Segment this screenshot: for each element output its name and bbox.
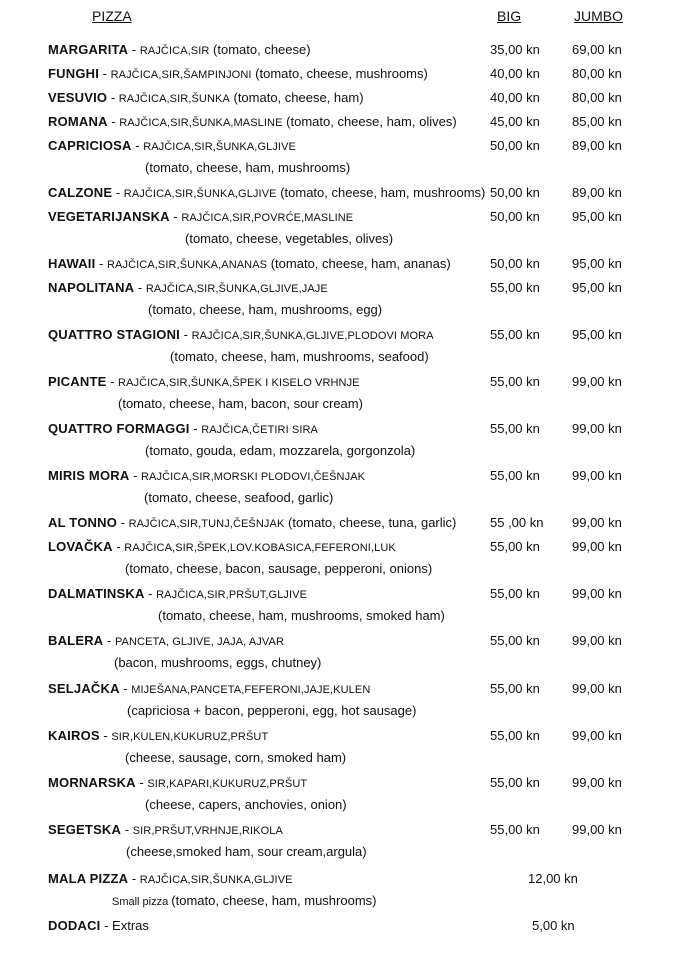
menu-item [0,633,697,670]
menu-item [0,327,697,364]
item-name-line [48,822,283,837]
price-jumbo: 89,00 kn [572,185,622,200]
price-big: 35,00 kn [490,42,540,57]
big-heading: BIG [497,8,522,24]
price-jumbo: 89,00 kn [572,138,622,153]
item-name-line [48,209,353,224]
price-big: 55,00 kn [490,822,540,837]
menu-item [0,209,697,246]
menu-item [0,681,697,718]
item-english [112,893,377,908]
item-name: MALA PIZZA [48,871,129,886]
item-ingredients: RAJČICA,SIR,ŠAMPINJONI [110,69,252,81]
menu-item [0,138,697,175]
price-jumbo: 99,00 kn [572,681,622,696]
item-name-line [48,327,434,342]
item-english: (tomato, cheese, bacon, sausage, pepperoni, onions) [125,561,433,576]
item-name-line [48,918,149,933]
item-name: ROMANA [48,114,108,129]
item-separator: - [100,918,113,933]
item-ingredients: PANCETA, GLJIVE, JAJA, AJVAR [114,636,285,648]
price-big: 55,00 kn [490,586,540,601]
menu-item [0,185,697,205]
item-separator: - [112,185,124,200]
item-ingredients: RAJČICA,SIR,POVRĆE,MASLINE [181,212,354,224]
item-english-inline: (tomato, cheese, ham, olives) [282,114,457,129]
price-big: 55,00 kn [490,421,540,436]
item-english: (cheese, capers, anchovies, onion) [145,797,347,812]
mala-pizza-row [0,871,697,908]
item-separator: - [99,728,112,743]
item-name-line [48,66,428,81]
item-name-line [48,280,328,295]
item-ingredients: RAJČICA,SIR,ŠPEK,LOV.KOBASICA,FEFERONI,LUK [124,542,396,554]
item-english: (tomato, cheese, ham, mushrooms, smoked ham) [158,608,445,623]
item-name: MARGARITA [48,42,129,57]
item-ingredients: RAJČICA,SIR,ŠUNKA,GLJIVE [143,141,296,153]
item-ingredients: RAJČICA,ČETIRI SIRA [201,424,318,436]
item-name-line [48,539,396,554]
item-english: (tomato, gouda, edam, mozzarela, gorgonzola) [145,443,416,458]
item-ingredients: RAJČICA,SIR,ŠUNKA,GLJIVE [123,188,277,200]
item-ingredients: RAJČICA,SIR,MORSKI PLODOVI,ČEŠNJAK [141,471,366,483]
item-name: FUNGHI [48,66,100,81]
item-name-line [48,775,307,790]
item-name: QUATTRO STAGIONI [48,327,180,342]
menu-item [0,90,697,110]
price-jumbo: 85,00 kn [572,114,622,129]
menu-item [0,256,697,276]
price-big: 55,00 kn [490,633,540,648]
item-separator: - [129,468,142,483]
price-big: 55,00 kn [490,539,540,554]
item-name: DODACI [48,918,101,933]
item-name-line [48,185,485,200]
price-jumbo: 95,00 kn [572,280,622,295]
item-ingredients: MIJEŠANA,PANCETA,FEFERONI,JAJE,KULEN [131,684,371,696]
item-ingredients: SIR,KULEN,KUKURUZ,PRŠUT [111,731,269,743]
menu-item [0,586,697,623]
menu-item [0,42,697,62]
item-name-line [48,728,268,743]
menu-item [0,66,697,86]
item-name-line [48,586,307,601]
price-jumbo: 99,00 kn [572,468,622,483]
item-name: SELJAČKA [48,681,120,696]
menu-item [0,775,697,812]
item-separator: - [112,539,125,554]
item-separator: - [128,42,140,57]
price-big: 55,00 kn [490,681,540,696]
item-name-line [48,256,451,271]
item-english: (capriciosa + bacon, pepperoni, egg, hot sausage) [127,703,417,718]
item-separator: - [106,374,119,389]
item-english-inline: (tomato, cheese, ham, ananas) [267,256,451,271]
item-separator: - [99,66,111,81]
price-big: 50,00 kn [490,185,540,200]
item-ingredients: RAJČICA,SIR,ŠUNKA,ŠPEK I KISELO VRHNJE [118,377,360,389]
price-big: 55,00 kn [490,374,540,389]
item-ingredients: SIR,PRŠUT,VRHNJE,RIKOLA [132,825,283,837]
menu-item [0,822,697,859]
item-name-line [48,114,457,129]
item-english: (tomato, cheese, seafood, garlic) [144,490,334,505]
price-big: 50,00 kn [490,256,540,271]
item-separator: - [189,421,202,436]
item-name: KAIROS [48,728,100,743]
item-ingredients: RAJČICA,SIR,PRŠUT,GLJIVE [156,589,308,601]
menu-item [0,374,697,411]
item-english-inline: (tomato, cheese, ham) [229,90,364,105]
item-name: CAPRICIOSA [48,138,132,153]
item-english: (cheese,smoked ham, sour cream,argula) [126,844,367,859]
price-big: 55,00 kn [490,327,540,342]
item-name-line [48,42,311,57]
item-ingredients: SIR,KAPARI,KUKURUZ,PRŠUT [147,778,308,790]
item-english: (tomato, cheese, ham, mushrooms, egg) [148,302,383,317]
column-header [0,8,697,32]
price-jumbo: 95,00 kn [572,209,622,224]
item-separator: - [119,681,132,696]
item-separator: - [169,209,182,224]
item-name: NAPOLITANA [48,280,135,295]
price-jumbo: 99,00 kn [572,515,622,530]
item-english-inline: (tomato, cheese, tuna, garlic) [284,515,457,530]
price-big: 55,00 kn [490,468,540,483]
item-english-prefix: Small pizza [112,896,172,908]
item-english-inline: (tomato, cheese) [209,42,311,57]
item-price: 5,00 kn [532,918,575,933]
price-jumbo: 99,00 kn [572,539,622,554]
price-jumbo: 80,00 kn [572,66,622,81]
price-jumbo: 95,00 kn [572,327,622,342]
item-ingredients: RAJČICA,SIR,ŠUNKA,MASLINE [119,117,283,129]
item-separator: - [103,633,115,648]
price-jumbo: 95,00 kn [572,256,622,271]
item-name: VEGETARIJANSKA [48,209,170,224]
item-ingredients: RAJČICA,SIR,TUNJ,ČEŠNJAK [128,518,285,530]
item-name: MIRIS MORA [48,468,130,483]
item-separator: - [131,138,144,153]
item-english: (tomato, cheese, ham, mushrooms) [145,160,351,175]
item-name-line [48,374,360,389]
item-name-line [48,633,284,648]
item-english: (tomato, cheese, ham, mushrooms, seafood) [170,349,429,364]
price-big: 55 ,00 kn [490,515,544,530]
menu-item [0,421,697,458]
item-name: MORNARSKA [48,775,136,790]
item-name: LOVAČKA [48,539,113,554]
price-jumbo: 99,00 kn [572,728,622,743]
item-name: QUATTRO FORMAGGI [48,421,190,436]
item-separator: - [128,871,140,886]
item-separator: - [135,775,148,790]
price-jumbo: 99,00 kn [572,633,622,648]
item-english-inline: (tomato, cheese, ham, mushrooms) [276,185,486,200]
item-english-inline: (tomato, cheese, mushrooms) [251,66,428,81]
menu-item [0,468,697,505]
pizza-heading: PIZZA [92,8,132,24]
item-separator: - [107,90,119,105]
price-jumbo: 99,00 kn [572,586,622,601]
item-name-line [48,138,296,153]
menu-item [0,515,697,535]
item-name: HAWAII [48,256,96,271]
item-name: SEGETSKA [48,822,122,837]
price-jumbo: 99,00 kn [572,374,622,389]
item-english: (tomato, cheese, vegetables, olives) [185,231,394,246]
price-jumbo: 69,00 kn [572,42,622,57]
item-name-line [48,871,293,886]
item-ingredients: RAJČICA,SIR,ŠUNKA,GLJIVE [139,874,293,886]
item-separator: - [144,586,157,601]
item-name-line [48,90,364,105]
menu-item [0,539,697,576]
dodaci-row [0,918,697,938]
item-name: CALZONE [48,185,113,200]
price-jumbo: 99,00 kn [572,775,622,790]
menu-item [0,280,697,317]
item-separator: - [134,280,146,295]
menu-item [0,114,697,134]
price-big: 50,00 kn [490,209,540,224]
item-ingredients: RAJČICA,SIR,ŠUNKA,GLJIVE,JAJE [145,283,328,295]
item-separator: - [95,256,107,271]
menu-item [0,728,697,765]
price-big: 55,00 kn [490,280,540,295]
item-separator: - [121,822,133,837]
jumbo-heading: JUMBO [574,8,623,24]
price-big: 50,00 kn [490,138,540,153]
item-ingredients: RAJČICA,SIR,ŠUNKA,GLJIVE,PLODOVI MORA [191,330,434,342]
price-big: 40,00 kn [490,90,540,105]
item-english: (cheese, sausage, corn, smoked ham) [125,750,347,765]
item-extras-text: Extras [112,918,149,933]
item-english: (tomato, cheese, ham, bacon, sour cream) [118,396,363,411]
price-jumbo: 99,00 kn [572,822,622,837]
item-separator: - [180,327,192,342]
item-separator: - [117,515,129,530]
item-name: DALMATINSKA [48,586,145,601]
item-ingredients: RAJČICA,SIR,ŠUNKA,ANANAS [107,259,268,271]
item-name-line [48,421,318,436]
price-big: 55,00 kn [490,728,540,743]
item-ingredients: RAJČICA,SIR,ŠUNKA [118,93,230,105]
price-jumbo: 99,00 kn [572,421,622,436]
price-big: 55,00 kn [490,775,540,790]
item-ingredients: RAJČICA,SIR [139,45,210,57]
price-big: 45,00 kn [490,114,540,129]
item-price: 12,00 kn [528,871,578,886]
item-name-line [48,681,370,696]
item-name: AL TONNO [48,515,118,530]
item-name: BALERA [48,633,104,648]
item-english-text: (tomato, cheese, ham, mushrooms) [171,893,377,908]
item-name-line [48,468,365,483]
item-name: PICANTE [48,374,107,389]
item-separator: - [107,114,120,129]
item-name-line [48,515,456,530]
price-big: 40,00 kn [490,66,540,81]
item-english: (bacon, mushrooms, eggs, chutney) [114,655,322,670]
item-name: VESUVIO [48,90,108,105]
price-jumbo: 80,00 kn [572,90,622,105]
